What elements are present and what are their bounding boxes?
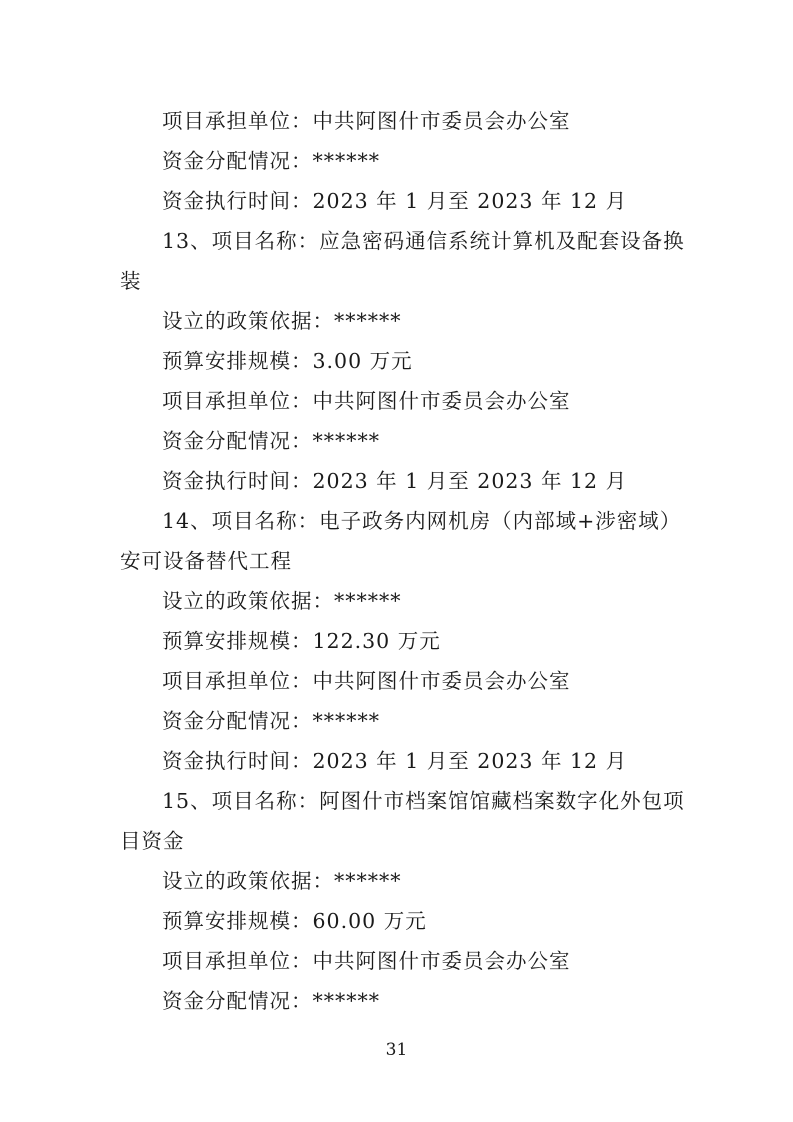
text-line: 项目承担单位：中共阿图什市委员会办公室 xyxy=(162,389,571,413)
project-title-line: 13、项目名称：应急密码通信系统计算机及配套设备换 xyxy=(162,229,685,253)
text-line: 预算安排规模：3.00 万元 xyxy=(162,349,413,373)
text-line: 设立的政策依据：****** xyxy=(162,869,402,893)
text-line: 设立的政策依据：****** xyxy=(162,589,402,613)
text-line: 资金分配情况：****** xyxy=(162,429,380,453)
text-line: 资金执行时间：2023 年 1 月至 2023 年 12 月 xyxy=(162,469,628,493)
text-line: 预算安排规模：122.30 万元 xyxy=(162,629,441,653)
project-title-line: 14、项目名称：电子政务内网机房（内部域+涉密域） xyxy=(162,509,682,533)
project-title-continuation: 安可设备替代工程 xyxy=(120,549,292,573)
text-line: 资金执行时间：2023 年 1 月至 2023 年 12 月 xyxy=(162,749,628,773)
text-line: 预算安排规模：60.00 万元 xyxy=(162,909,427,933)
project-title-line: 15、项目名称：阿图什市档案馆馆藏档案数字化外包项 xyxy=(162,789,685,813)
text-line: 资金分配情况：****** xyxy=(162,709,380,733)
text-line: 设立的政策依据：****** xyxy=(162,309,402,333)
text-line: 项目承担单位：中共阿图什市委员会办公室 xyxy=(162,109,571,133)
text-line: 项目承担单位：中共阿图什市委员会办公室 xyxy=(162,669,571,693)
text-line: 项目承担单位：中共阿图什市委员会办公室 xyxy=(162,949,571,973)
text-line: 资金分配情况：****** xyxy=(162,989,380,1013)
text-line: 资金执行时间：2023 年 1 月至 2023 年 12 月 xyxy=(162,189,628,213)
project-title-continuation: 目资金 xyxy=(120,829,185,853)
project-title-continuation: 装 xyxy=(120,269,142,293)
text-line: 资金分配情况：****** xyxy=(162,149,380,173)
page-number: 31 xyxy=(385,1040,408,1060)
